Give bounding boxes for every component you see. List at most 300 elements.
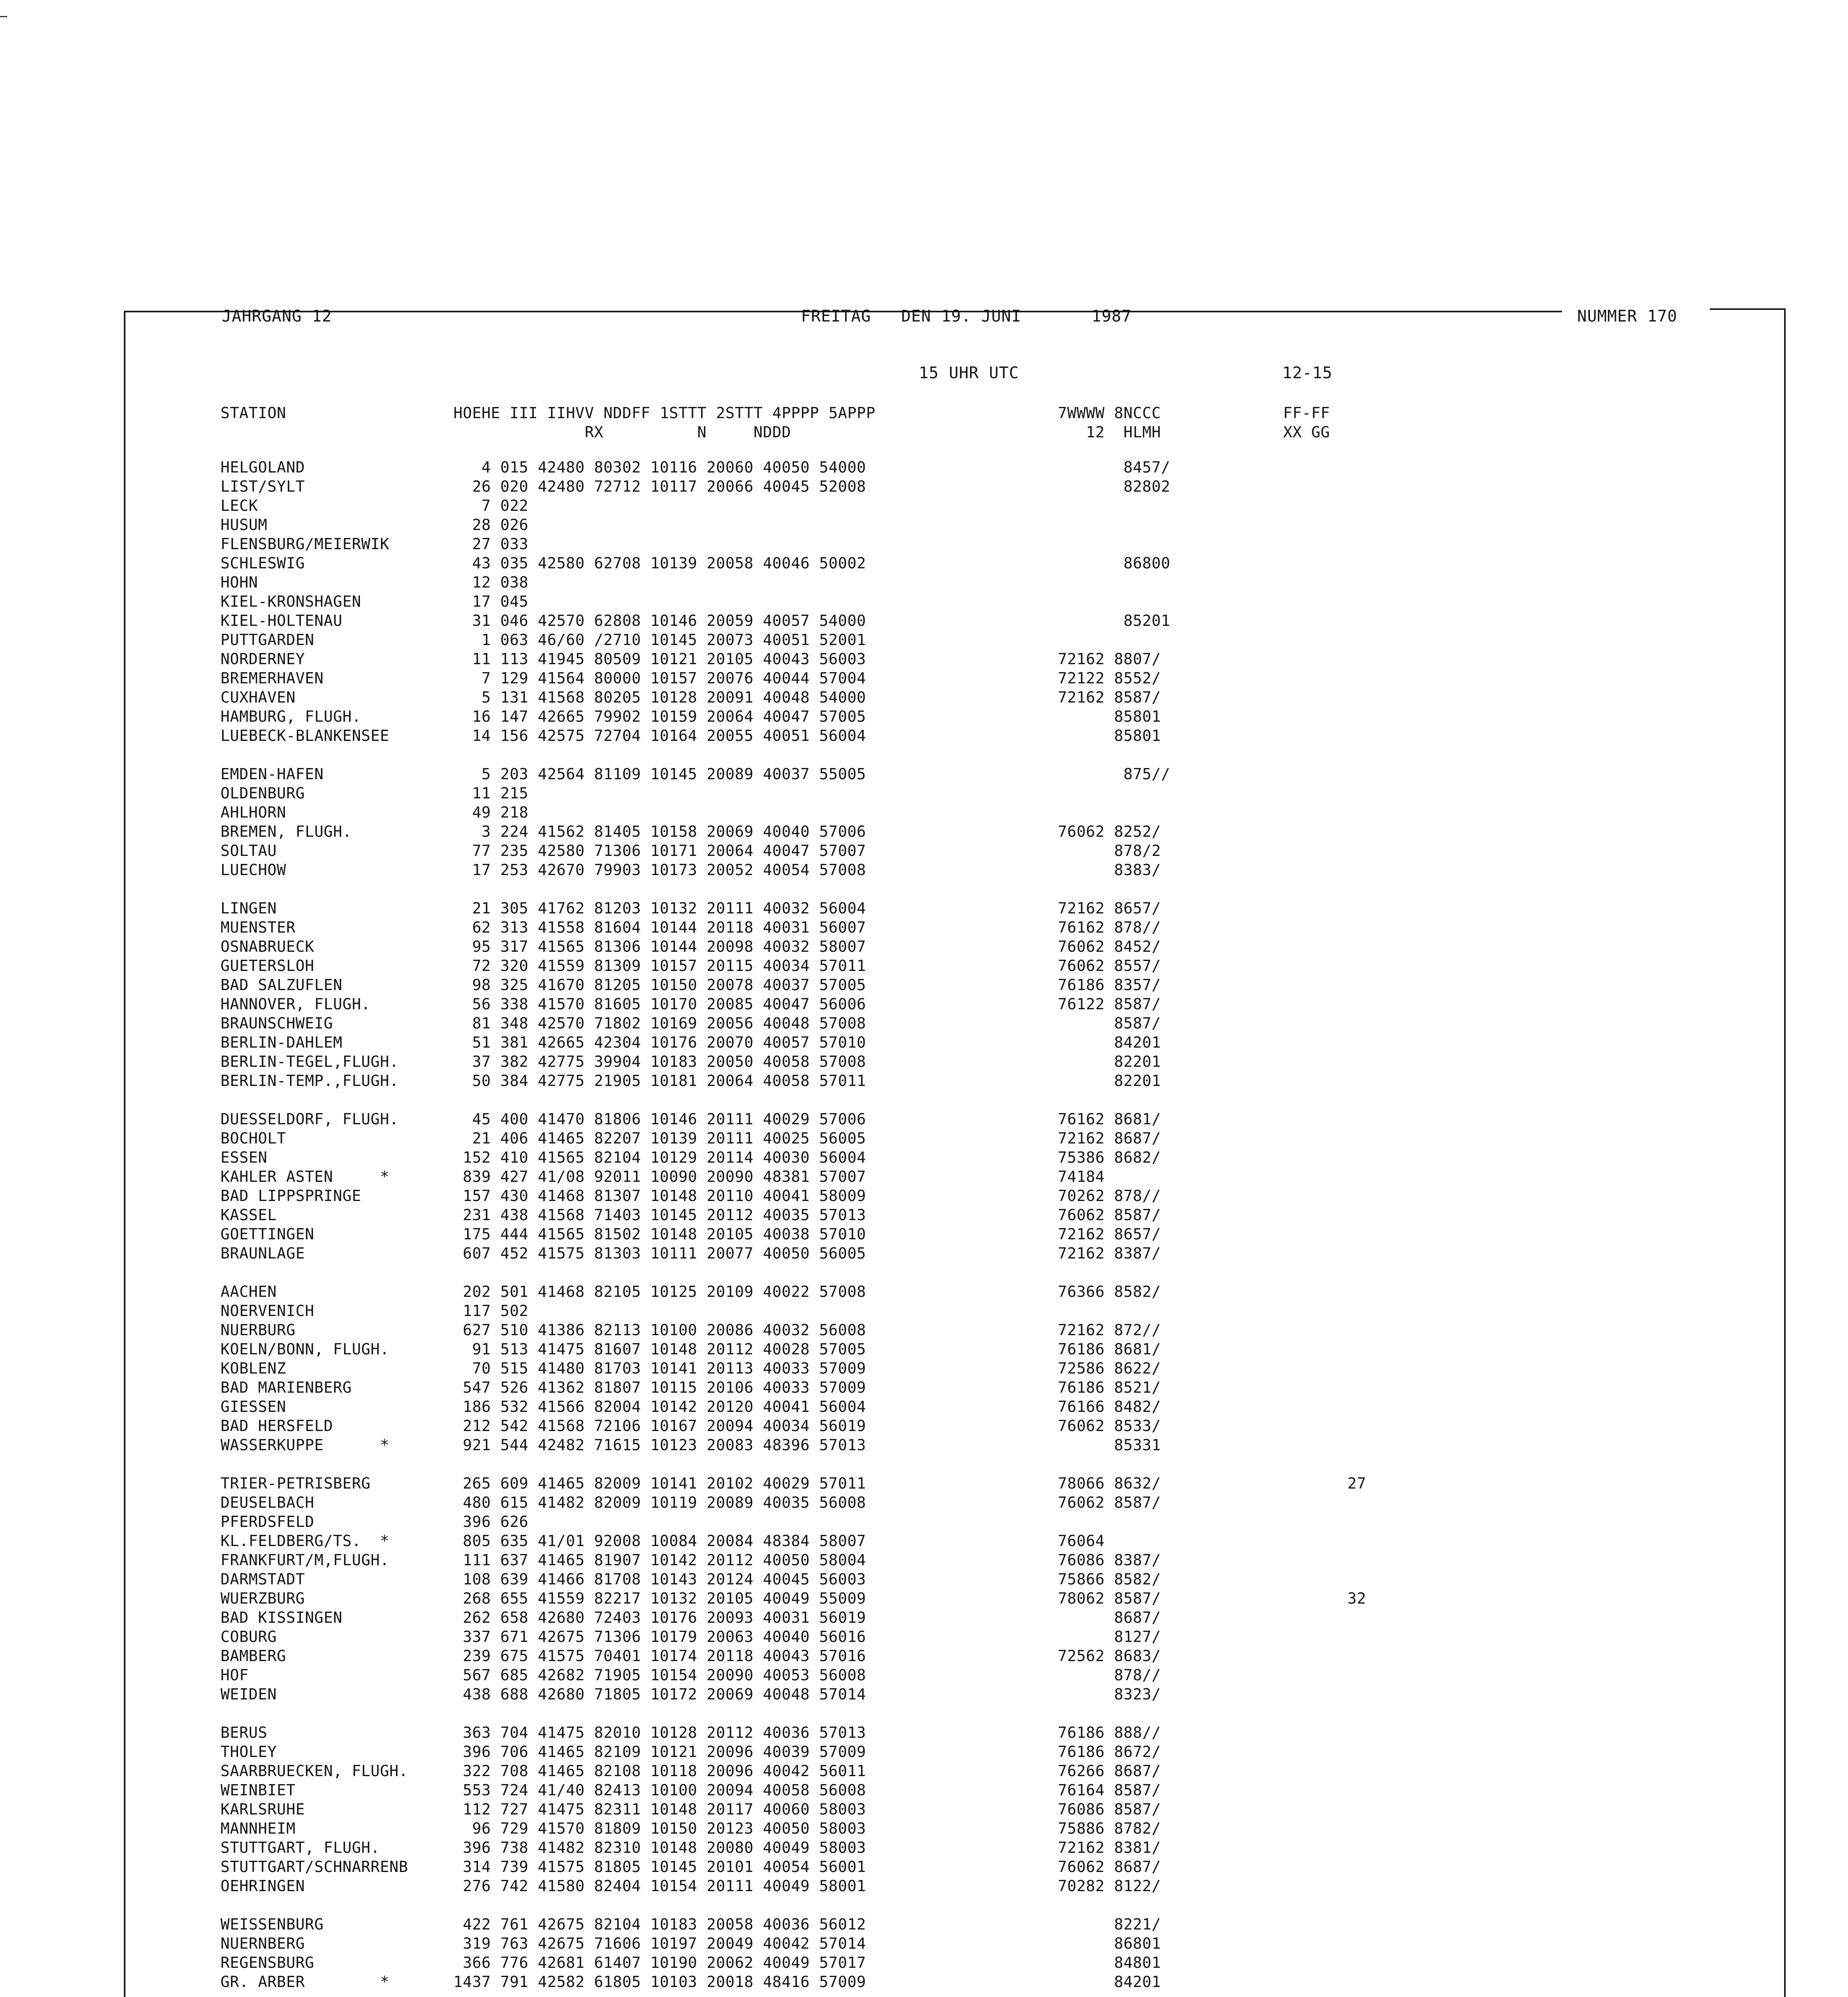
weather-code: 84801 <box>1058 1954 1161 1971</box>
wind-gust <box>1278 1665 1366 1685</box>
weather-code: 75886 8782/ <box>1058 1820 1161 1837</box>
wind-gust <box>1278 726 1366 745</box>
group-spacer <box>221 1455 460 1474</box>
group-spacer <box>1058 1991 1274 1997</box>
weather-code: 76062 8587/ <box>1058 1494 1161 1511</box>
wind-gust <box>1278 592 1366 611</box>
weather-code: 76062 8557/ <box>1058 957 1161 975</box>
weather-code: 72162 8587/ <box>1058 689 1161 706</box>
weather-codes-column <box>1058 458 1274 1997</box>
wind-gust <box>1278 803 1366 822</box>
group-spacer <box>1058 879 1274 899</box>
station-name: KAHLER ASTEN * <box>221 1168 389 1185</box>
observation-code: 108 639 41466 81708 10143 20124 40045 56003 <box>453 1570 866 1588</box>
weather-code <box>1058 784 1274 803</box>
observation-code: 62 313 41558 81604 10144 20118 40031 56007 <box>453 919 866 936</box>
weather-code: 8127/ <box>1058 1628 1161 1646</box>
weather-code: 78066 8632/ <box>1058 1475 1161 1492</box>
observation-code: 11 113 41945 80509 10121 20105 40043 56003 <box>453 650 866 668</box>
observation-code: 262 658 42680 72403 10176 20093 40031 56019 <box>453 1609 866 1626</box>
station-name: HANNOVER, FLUGH. <box>221 995 371 1013</box>
group-spacer <box>1278 1896 1366 1915</box>
station-name: BRAUNLAGE <box>221 1245 305 1262</box>
group-spacer <box>1058 1263 1274 1282</box>
observation-code: 396 738 41482 82310 10148 20080 40049 58003 <box>453 1839 866 1856</box>
station-name: BAD LIPPSPRINGE <box>221 1187 362 1205</box>
weather-code: 82802 <box>1058 478 1170 495</box>
wind-gust <box>1278 1512 1366 1531</box>
wind-gust <box>1278 860 1366 879</box>
weather-code: 76186 888// <box>1058 1724 1161 1741</box>
observation-code: 363 704 41475 82010 10128 20112 40036 57013 <box>453 1724 866 1741</box>
weather-code: 85801 <box>1058 727 1161 744</box>
station-name: BREMERHAVEN <box>221 669 324 687</box>
group-spacer <box>1278 879 1366 899</box>
wind-gust <box>1278 1685 1366 1704</box>
date-line: FREITAG DEN 19. JUNI 1987 <box>801 307 1132 326</box>
weather-code: 8221/ <box>1058 1916 1161 1933</box>
wind-gust <box>1278 496 1366 515</box>
wind-gust <box>1278 1972 1366 1991</box>
frame-left <box>124 311 125 1997</box>
observation-code: 438 688 42680 71805 10172 20069 40048 57014 <box>453 1685 866 1703</box>
weather-code: 82201 <box>1058 1072 1161 1090</box>
weather-code: 875// <box>1058 765 1170 783</box>
wind-gust <box>1278 1225 1366 1244</box>
observation-code: 314 739 41575 81805 10145 20101 40054 56001 <box>453 1858 866 1876</box>
station-name: BERLIN-DAHLEM <box>221 1034 343 1051</box>
observation-code: 117 502 <box>453 1302 529 1320</box>
station-name: BERLIN-TEGEL,FLUGH. <box>221 1053 399 1070</box>
wind-gust <box>1278 841 1366 860</box>
wind-gust <box>1278 1378 1366 1397</box>
observation-code: 98 325 41670 81205 10150 20078 40037 57005 <box>453 976 866 994</box>
col-mid-sub: 12 HLMH <box>1058 423 1161 441</box>
station-name: CUXHAVEN <box>221 689 296 706</box>
weather-code: 85201 <box>1058 612 1170 629</box>
weather-code: 72162 8387/ <box>1058 1245 1161 1262</box>
weather-code <box>1058 573 1274 592</box>
observation-code: 805 635 41/01 92008 10084 20084 48384 58007 <box>453 1532 866 1550</box>
observation-code: 186 532 41566 82004 10142 20120 40041 56004 <box>453 1398 866 1415</box>
observation-code: 319 763 42675 71606 10197 20049 40042 57014 <box>453 1935 866 1952</box>
weather-code: 76062 8252/ <box>1058 823 1161 840</box>
wind-gust <box>1278 1359 1366 1378</box>
observation-code: 17 045 <box>453 593 529 610</box>
observation-codes-column <box>453 458 1053 1997</box>
wind-gust <box>1278 1435 1366 1455</box>
weather-code: 75386 8682/ <box>1058 1149 1161 1166</box>
observation-code: 627 510 41386 82113 10100 20086 40032 56008 <box>453 1321 866 1339</box>
station-name: WEIDEN <box>221 1685 277 1703</box>
observation-code: 16 147 42665 79902 10159 20064 40047 57005 <box>453 708 866 725</box>
station-name: THOLEY <box>221 1743 277 1761</box>
frame-top-right <box>1710 308 1786 310</box>
frame-right <box>1784 308 1786 1997</box>
observation-code: 921 544 42482 71615 10123 20083 48396 57013 <box>453 1436 866 1454</box>
wind-gust <box>1278 573 1366 592</box>
wind-gust <box>1278 515 1366 534</box>
wind-gust <box>1278 688 1366 707</box>
wind-gust <box>1278 918 1366 937</box>
observation-code: 553 724 41/40 82413 10100 20094 40058 56008 <box>453 1781 866 1799</box>
col-station: STATION <box>221 404 286 422</box>
weather-code: 76062 8687/ <box>1058 1858 1161 1876</box>
wind-gust <box>1278 1857 1366 1876</box>
group-spacer <box>1278 1090 1366 1110</box>
observation-time: 15 UHR UTC <box>919 364 1019 382</box>
observation-code: 111 637 41465 81907 10142 20112 40050 58004 <box>453 1551 866 1569</box>
observation-code: 3 224 41562 81405 10158 20069 40040 57006 <box>453 823 866 840</box>
scan-mark-top <box>0 16 7 17</box>
station-name: NUERBURG <box>221 1321 296 1339</box>
observation-code: 607 452 41575 81303 10111 20077 40050 56005 <box>453 1245 866 1262</box>
weather-code <box>1058 1512 1274 1531</box>
station-name: BOCHOLT <box>221 1130 286 1147</box>
weather-code: 72162 8657/ <box>1058 899 1161 917</box>
station-name: GR. ARBER * <box>221 1973 389 1991</box>
station-names-column <box>221 458 460 1997</box>
observation-code: 276 742 41580 82404 10154 20111 40049 58001 <box>453 1877 866 1895</box>
station-name: KIEL-KRONSHAGEN <box>221 593 362 610</box>
wind-gust <box>1278 956 1366 975</box>
col-main-sub: RX N NDDD <box>453 423 791 441</box>
jahrgang-label: JAHRGANG 12 <box>222 307 332 326</box>
weather-code: 72162 8687/ <box>1058 1130 1161 1147</box>
weather-code: 76062 8452/ <box>1058 938 1161 955</box>
weather-code: 70282 8122/ <box>1058 1877 1161 1895</box>
group-spacer <box>453 1991 1053 1997</box>
station-name: FLENSBURG/MEIERWIK <box>221 535 389 553</box>
group-spacer <box>1058 1704 1274 1723</box>
station-name: OSNABRUECK <box>221 938 314 955</box>
observation-code: 567 685 42682 71905 10154 20090 40053 56008 <box>453 1666 866 1684</box>
observation-code: 45 400 41470 81806 10146 20111 40029 57006 <box>453 1110 866 1128</box>
wind-gust <box>1278 1493 1366 1512</box>
group-spacer <box>1058 1090 1274 1110</box>
group-spacer <box>453 1896 1053 1915</box>
observation-code: 91 513 41475 81607 10148 20112 40028 57005 <box>453 1340 866 1358</box>
station-name: BERLIN-TEMP.,FLUGH. <box>221 1072 399 1090</box>
weather-code: 72162 8381/ <box>1058 1839 1161 1856</box>
wind-gust <box>1278 611 1366 630</box>
station-name: WEISSENBURG <box>221 1916 324 1933</box>
weather-code: 76122 8587/ <box>1058 995 1161 1013</box>
station-name: BAMBERG <box>221 1647 286 1665</box>
wind-gust <box>1278 554 1366 573</box>
wind-gust <box>1278 975 1366 995</box>
weather-code <box>1058 630 1274 649</box>
station-name: TRIER-PETRISBERG <box>221 1475 371 1492</box>
wind-gust: 32 <box>1347 1590 1366 1607</box>
wind-gust <box>1278 1608 1366 1627</box>
weather-code: 76162 878// <box>1058 919 1161 936</box>
station-name: REGENSBURG <box>221 1954 314 1971</box>
group-spacer <box>1058 1455 1274 1474</box>
station-name: MANNHEIM <box>221 1820 296 1837</box>
wind-gust <box>1278 1282 1366 1301</box>
wind-gust <box>1278 1071 1366 1090</box>
observation-code: 21 406 41465 82207 10139 20111 40025 56005 <box>453 1130 866 1147</box>
wind-gust <box>1278 1781 1366 1800</box>
wind-gust <box>1278 1934 1366 1953</box>
wind-gust <box>1278 899 1366 918</box>
weather-code: 8587/ <box>1058 1014 1161 1032</box>
wind-gust <box>1278 669 1366 688</box>
observation-code: 396 626 <box>453 1513 529 1531</box>
observation-code: 12 038 <box>453 574 529 591</box>
observation-code: 322 708 41465 82108 10118 20096 40042 56011 <box>453 1762 866 1780</box>
station-name: LUEBECK-BLANKENSEE <box>221 727 389 744</box>
wind-gust <box>1278 1148 1366 1167</box>
station-name: DARMSTADT <box>221 1570 305 1588</box>
group-spacer <box>1278 745 1366 764</box>
wind-gust <box>1278 1723 1366 1742</box>
weather-code: 76266 8687/ <box>1058 1762 1161 1780</box>
observation-code: 5 131 41568 80205 10128 20091 40048 54000 <box>453 689 866 706</box>
wind-gust <box>1278 822 1366 841</box>
group-spacer <box>221 745 460 764</box>
station-name: MUENSTER <box>221 919 296 936</box>
station-name: WASSERKUPPE * <box>221 1436 389 1454</box>
wind-gust <box>1278 458 1366 477</box>
wind-gust <box>1278 1915 1366 1934</box>
observation-code: 268 655 41559 82217 10132 20105 40049 55009 <box>453 1590 866 1607</box>
weather-code: 76366 8582/ <box>1058 1283 1161 1300</box>
weather-code: 72122 8552/ <box>1058 669 1161 687</box>
wind-gust <box>1278 1186 1366 1205</box>
weather-code: 85801 <box>1058 708 1161 725</box>
observation-code: 396 706 41465 82109 10121 20096 40039 57009 <box>453 1743 866 1761</box>
observation-code: 28 026 <box>453 516 529 534</box>
wind-gust <box>1278 764 1366 784</box>
weather-code: 84201 <box>1058 1034 1161 1051</box>
weather-code: 76164 8587/ <box>1058 1781 1161 1799</box>
weather-code: 78062 8587/ <box>1058 1590 1161 1607</box>
station-name: HOHN <box>221 574 258 591</box>
group-spacer <box>1278 1455 1366 1474</box>
wind-gust-column <box>1278 458 1366 1997</box>
col-main: HOEHE III IIHVV NDDFF 1STTT 2STTT 4PPPP 5APPP <box>453 404 876 422</box>
wind-gust <box>1278 1167 1366 1186</box>
weather-code <box>1058 515 1274 534</box>
station-name: HAMBURG, FLUGH. <box>221 708 362 725</box>
station-name: NORDERNEY <box>221 650 305 668</box>
station-name: DEUSELBACH <box>221 1494 314 1511</box>
station-name: STUTTGART, FLUGH. <box>221 1839 380 1856</box>
group-spacer <box>453 1455 1053 1474</box>
wind-gust <box>1278 1052 1366 1071</box>
weather-code: 76162 8681/ <box>1058 1110 1161 1128</box>
wind-gust <box>1278 1627 1366 1646</box>
station-name: KIEL-HOLTENAU <box>221 612 343 629</box>
weather-code <box>1058 592 1274 611</box>
observation-code: 43 035 42580 62708 10139 20058 40046 50002 <box>453 554 866 572</box>
observation-code: 51 381 42665 42304 10176 20070 40057 57010 <box>453 1034 866 1051</box>
weather-code: 74184 <box>1058 1168 1105 1185</box>
station-name: OLDENBURG <box>221 784 305 802</box>
observation-code: 11 215 <box>453 784 529 802</box>
observation-code: 5 203 42564 81109 10145 20089 40037 55005 <box>453 765 866 783</box>
station-name: KL.FELDBERG/TS. * <box>221 1532 389 1550</box>
observation-code: 49 218 <box>453 804 529 821</box>
observation-code: 4 015 42480 80302 10116 20060 40050 54000 <box>453 459 866 476</box>
col-right-sub: XX GG <box>1283 423 1330 441</box>
observation-code: 1437 791 42582 61805 10103 20018 48416 57009 <box>453 1973 866 1991</box>
group-spacer <box>221 1991 460 1997</box>
station-name: NUERNBERG <box>221 1935 305 1952</box>
station-name: BAD SALZUFLEN <box>221 976 343 994</box>
weather-code <box>1058 534 1274 554</box>
weather-code: 70262 878// <box>1058 1187 1161 1205</box>
wind-gust <box>1278 1129 1366 1148</box>
weather-code: 8323/ <box>1058 1685 1161 1703</box>
station-name: DUESSELDORF, FLUGH. <box>221 1110 399 1128</box>
weather-code: 82201 <box>1058 1053 1161 1070</box>
wind-gust <box>1278 649 1366 669</box>
wind-gust <box>1278 1819 1366 1838</box>
weather-code: 76062 8587/ <box>1058 1206 1161 1224</box>
station-name: LUECHOW <box>221 861 286 879</box>
station-name: AHLHORN <box>221 804 286 821</box>
wind-gust <box>1278 784 1366 803</box>
station-name: GUETERSLOH <box>221 957 314 975</box>
station-name: SOLTAU <box>221 842 277 860</box>
wind-gust <box>1278 1876 1366 1896</box>
station-name: WEINBIET <box>221 1781 296 1799</box>
wind-gust: 27 <box>1347 1475 1366 1492</box>
group-spacer <box>221 1090 460 1110</box>
observation-code: 96 729 41570 81809 10150 20123 40050 58003 <box>453 1820 866 1837</box>
station-name: LIST/SYLT <box>221 478 305 495</box>
observation-code: 157 430 41468 81307 10148 20110 40041 58009 <box>453 1187 866 1205</box>
wind-gust <box>1278 1033 1366 1052</box>
group-spacer <box>221 1896 460 1915</box>
wind-gust <box>1278 1531 1366 1550</box>
station-name: FRANKFURT/M,FLUGH. <box>221 1551 389 1569</box>
observation-code: 202 501 41468 82105 10125 20109 40022 57008 <box>453 1283 866 1300</box>
station-name: SCHLESWIG <box>221 554 305 572</box>
station-name: GIESSEN <box>221 1398 286 1415</box>
wind-gust <box>1278 1761 1366 1781</box>
observation-code: 77 235 42580 71306 10171 20064 40047 57007 <box>453 842 866 860</box>
weather-code <box>1058 803 1274 822</box>
group-spacer <box>221 879 460 899</box>
station-name: HELGOLAND <box>221 459 305 476</box>
col-mid: 7WWWW 8NCCC <box>1058 404 1161 422</box>
wind-gust <box>1278 937 1366 956</box>
observation-code: 26 020 42480 72712 10117 20066 40045 52008 <box>453 478 866 495</box>
wind-gust <box>1278 1953 1366 1972</box>
observation-code: 547 526 41362 81807 10115 20106 40033 57009 <box>453 1379 866 1396</box>
observation-code: 81 348 42570 71802 10169 20056 40048 57008 <box>453 1014 866 1032</box>
weather-code <box>1058 1301 1274 1320</box>
observation-code: 152 410 41565 82104 10129 20114 40030 56004 <box>453 1149 866 1166</box>
observation-code: 7 129 41564 80000 10157 20076 40044 57004 <box>453 669 866 687</box>
wind-gust <box>1278 1397 1366 1416</box>
station-name: STUTTGART/SCHNARRENB <box>221 1858 408 1876</box>
observation-code: 366 776 42681 61407 10190 20062 40049 57017 <box>453 1954 866 1971</box>
group-spacer <box>1278 1704 1366 1723</box>
observation-code: 239 675 41575 70401 10174 20118 40043 57016 <box>453 1647 866 1665</box>
station-name: KARLSRUHE <box>221 1800 305 1818</box>
station-name: NOERVENICH <box>221 1302 314 1320</box>
station-name: GOETTINGEN <box>221 1225 314 1243</box>
station-name: BERUS <box>221 1724 268 1741</box>
weather-code: 76186 8357/ <box>1058 976 1161 994</box>
group-spacer <box>453 1090 1053 1110</box>
weather-code: 8457/ <box>1058 459 1170 476</box>
wind-gust <box>1278 1570 1366 1589</box>
wind-gust <box>1278 1800 1366 1819</box>
station-name: COBURG <box>221 1628 277 1646</box>
weather-code: 72162 872// <box>1058 1321 1161 1339</box>
observation-code: 212 542 41568 72106 10167 20094 40034 56019 <box>453 1417 866 1435</box>
weather-code: 76166 8482/ <box>1058 1398 1161 1415</box>
group-spacer <box>1058 745 1274 764</box>
wind-gust <box>1278 1416 1366 1435</box>
observation-code: 17 253 42670 79903 10173 20052 40054 57008 <box>453 861 866 879</box>
wind-gust <box>1278 1742 1366 1761</box>
weather-code: 76186 8681/ <box>1058 1340 1161 1358</box>
weather-code: 8383/ <box>1058 861 1161 879</box>
wind-gust <box>1278 1301 1366 1320</box>
wind-gust <box>1278 630 1366 649</box>
observation-code: 70 515 41480 81703 10141 20113 40033 57009 <box>453 1360 866 1377</box>
observation-code: 839 427 41/08 92011 10090 20090 48381 57007 <box>453 1168 866 1185</box>
weather-code: 75866 8582/ <box>1058 1570 1161 1588</box>
station-name: PUTTGARDEN <box>221 631 314 649</box>
wind-gust <box>1278 534 1366 554</box>
station-name: KOBLENZ <box>221 1360 286 1377</box>
station-name: BAD KISSINGEN <box>221 1609 343 1626</box>
group-spacer <box>1278 1991 1366 1997</box>
weather-code: 76086 8587/ <box>1058 1800 1161 1818</box>
weather-code: 8687/ <box>1058 1609 1161 1626</box>
observation-code: 112 727 41475 82311 10148 20117 40060 58003 <box>453 1800 866 1818</box>
group-spacer <box>453 745 1053 764</box>
station-name: BRAUNSCHWEIG <box>221 1014 333 1032</box>
weather-code: 76186 8521/ <box>1058 1379 1161 1396</box>
weather-code: 85331 <box>1058 1436 1161 1454</box>
observation-code: 265 609 41465 82009 10141 20102 40029 57011 <box>453 1475 866 1492</box>
observation-code: 422 761 42675 82104 10183 20058 40036 56012 <box>453 1916 866 1933</box>
wind-gust <box>1278 707 1366 726</box>
observation-code: 175 444 41565 81502 10148 20105 40038 57010 <box>453 1225 866 1243</box>
observation-code: 27 033 <box>453 535 529 553</box>
group-spacer <box>453 1704 1053 1723</box>
station-name: PFERDSFELD <box>221 1513 314 1531</box>
weather-code: 76186 8672/ <box>1058 1743 1161 1761</box>
weather-code: 76086 8387/ <box>1058 1551 1161 1569</box>
wind-gust <box>1278 1205 1366 1225</box>
observation-code: 72 320 41559 81309 10157 20115 40034 57011 <box>453 957 866 975</box>
station-name: KOELN/BONN, FLUGH. <box>221 1340 389 1358</box>
weather-code: 86800 <box>1058 554 1170 572</box>
col-right: FF-FF <box>1283 404 1330 422</box>
group-spacer <box>1278 1263 1366 1282</box>
station-name: WUERZBURG <box>221 1590 305 1607</box>
group-spacer <box>221 1263 460 1282</box>
station-name: KASSEL <box>221 1206 277 1224</box>
observation-code: 14 156 42575 72704 10164 20055 40051 56004 <box>453 727 866 744</box>
station-name: HUSUM <box>221 516 268 534</box>
station-name: LECK <box>221 497 258 514</box>
observation-code: 7 022 <box>453 497 529 514</box>
wind-gust <box>1278 477 1366 496</box>
observation-code: 50 384 42775 21905 10181 20064 40058 57011 <box>453 1072 866 1090</box>
station-name: BAD MARIENBERG <box>221 1379 352 1396</box>
